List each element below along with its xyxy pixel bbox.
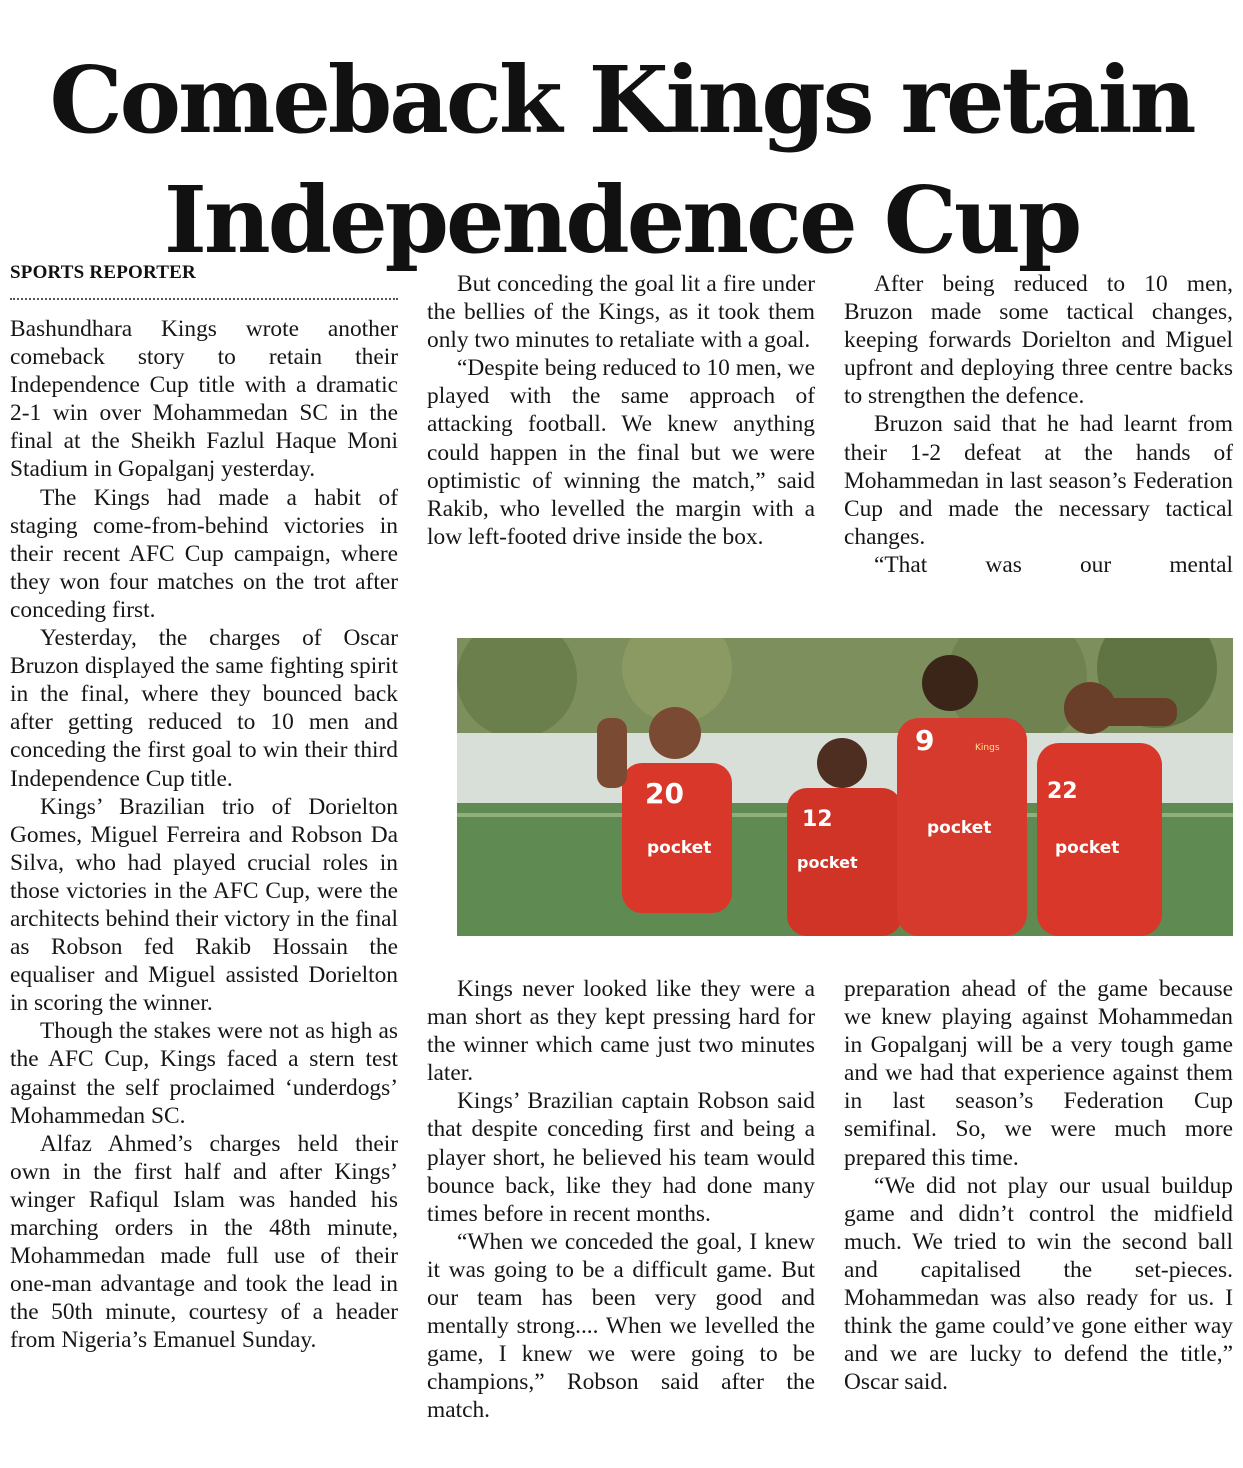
paragraph: “We did not play our usual buildup game and didn’t control the midfield much. We tried to win the second ball and capitalised the set-pieces. Mohammedan was also ready for us. I think the game could’ve gone either way and we are lucky to defend the title,” Oscar said. — [844, 1172, 1233, 1396]
paragraph: Though the stakes were not as high as the AFC Cup, Kings faced a stern test against the self proclaimed ‘underdogs’ Mohammedan SC. — [10, 1018, 398, 1129]
headline-line-2: Independence Cup — [163, 166, 1080, 274]
jersey-number-22: 22 — [1047, 779, 1078, 804]
column-3-bottom — [844, 975, 1233, 1396]
players-celebrating-image — [457, 638, 1233, 936]
sponsor-logo: pocket — [647, 838, 712, 858]
column-2-bottom — [427, 975, 815, 1425]
sponsor-logo: pocket — [797, 853, 858, 872]
column-1 — [10, 315, 398, 1354]
paragraph: Yesterday, the charges of Oscar Bruzon displayed the same fighting spirit in the final, where they bounced back after getting reduced to 10 men and conceding the first goal to win their third Independence Cup title. — [10, 625, 398, 792]
column-2-top — [427, 270, 815, 551]
jersey-number-20: 20 — [645, 777, 684, 810]
paragraph: “That was our mental — [874, 551, 1233, 578]
kit-brand-badge: Kings — [975, 743, 1000, 753]
sponsor-logo: pocket — [927, 818, 992, 838]
paragraph: “When we conceded the goal, I knew it was going to be a difficult game. But our team has been very good and mentally strong.... When we levelled the game, I knew we were going to be champions,” Robson said after the match. — [427, 1228, 815, 1424]
celebration-photo — [457, 638, 1233, 936]
paragraph: Kings never looked like they were a man short as they kept pressing hard for the winner which came just two minutes later. — [427, 976, 815, 1087]
jersey-number-9: 9 — [915, 724, 935, 757]
headline-line-1: Comeback Kings retain — [49, 46, 1194, 154]
paragraph: The Kings had made a habit of staging come-from-behind victories in their recent AFC Cup campaign, where they won four matches on the trot after conceding first. — [10, 484, 398, 623]
paragraph: But conceding the goal lit a fire under the bellies of the Kings, as it took them only two minutes to retaliate with a goal. — [427, 271, 815, 354]
jersey-number-12: 12 — [802, 807, 833, 832]
paragraph: preparation ahead of the game because we knew playing against Mohammedan in Gopalganj will be a very tough game and we had that experience against them in last season’s Federation Cup semifinal. So, we were much more prepared this time. — [844, 976, 1233, 1171]
paragraph: Bashundhara Kings wrote another comeback story to retain their Independence Cup title with a dramatic 2-1 win over Mohammedan SC in the final at the Sheikh Fazlul Haque Moni Stadium in Gopalganj yesterday. — [10, 316, 398, 483]
headline — [0, 40, 1243, 280]
paragraph: Kings’ Brazilian trio of Dorielton Gomes, Miguel Ferreira and Robson Da Silva, who had played crucial roles in those victories in the AFC Cup, were the architects behind their victory in the final as Robson fed Rakib Hossain the equaliser and Miguel assisted Dorielton in scoring the winner. — [10, 793, 398, 1017]
byline-divider — [10, 298, 398, 300]
paragraph: After being reduced to 10 men, Bruzon made some tactical changes, keeping forwards Dorielton and Miguel upfront and deploying three centre backs to strengthen the defence. — [844, 271, 1233, 410]
byline: SPORTS REPORTER — [10, 262, 196, 283]
paragraph: Alfaz Ahmed’s charges held their own in the first half and after Kings’ winger Rafiqul Islam was handed his marching orders in the 48th minute, Mohammedan made full use of their one-man advantage and took the lead in the 50th minute, courtesy of a header from Nigeria’s Emanuel Sunday. — [10, 1130, 398, 1354]
paragraph: Bruzon said that he had learnt from their 1-2 defeat at the hands of Mohammedan in last season’s Federation Cup and made the necessary tactical changes. — [844, 411, 1233, 550]
paragraph: Kings’ Brazilian captain Robson said that despite conceding first and being a player short, he believed his team would bounce back, like they had done many times before in recent months. — [427, 1088, 815, 1227]
sponsor-logo: pocket — [1055, 838, 1120, 858]
paragraph: “Despite being reduced to 10 men, we played with the same approach of attacking football. We knew anything could happen in the final but we were optimistic of winning the match,” said Rakib, who levelled the margin with a low left-footed drive inside the box. — [427, 355, 815, 550]
column-3-top — [844, 270, 1233, 579]
